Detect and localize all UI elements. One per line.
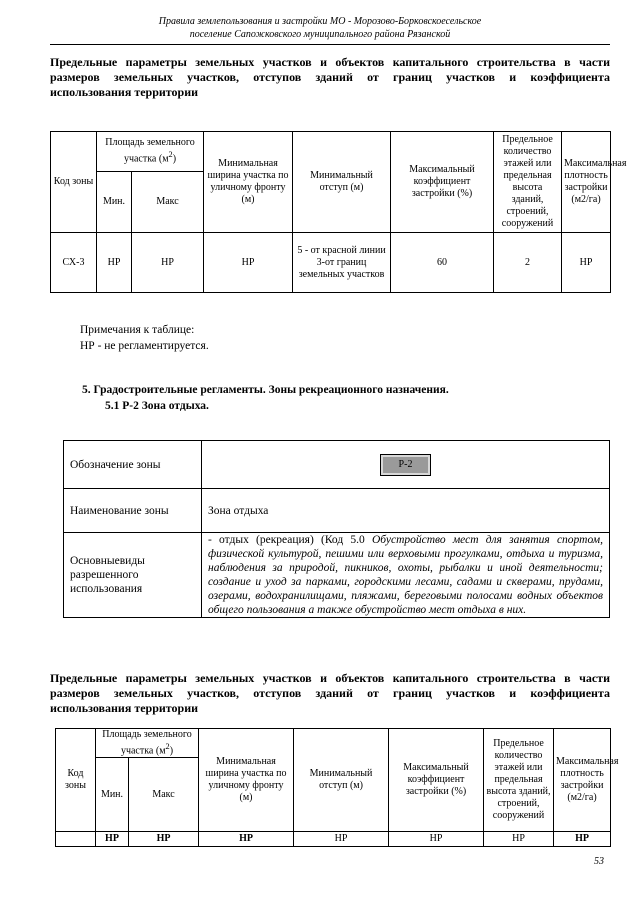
params-table-2	[55, 728, 619, 847]
cell-floors: 2	[494, 233, 562, 293]
header-max: Макс	[132, 172, 204, 233]
t2-cell-width: НР	[199, 832, 294, 847]
section1-title-line1: Предельные параметры земельных участков и объектов капитального строительства в части	[50, 55, 610, 69]
zone-name: Зона отдыха	[202, 489, 610, 533]
cell-density: НР	[562, 233, 611, 293]
t2-header-max: Макс	[129, 758, 199, 832]
cell-coefficient: 60	[391, 233, 494, 293]
section1-title-line2: размеров земельных участков, отступов зданий от границ участков и коэффициента	[50, 70, 610, 84]
t2-header-coefficient: Максимальный коэффициент застройки (%)	[389, 729, 484, 832]
page-number: 53	[594, 856, 604, 867]
cell-setback: 5 - от красной линии 3-от границ земельных участков	[293, 233, 391, 293]
header-min: Мин.	[97, 172, 132, 233]
header-setback: Минимальный отступ (м)	[293, 132, 391, 233]
notes-nr: НР - не регламентируется.	[80, 340, 209, 352]
t2-cell-setback: НР	[294, 832, 389, 847]
zone-uses-lead: - отдых (рекреация) (Код 5.0	[208, 534, 365, 546]
cell-code: СХ-3	[51, 233, 97, 293]
table-row	[51, 233, 611, 293]
t2-cell-floors: НР	[484, 832, 554, 847]
zone-designation-label: Обозначение зоны	[64, 441, 202, 489]
t2-cell-density: НР	[554, 832, 611, 847]
zone-uses-description: Обустройство мест для занятия спортом, физической культурой, пешими или верховыми прогулками, отдыха и туризма, наблюдения за природой, пикников, охоты, рыбалки и иной деятельности; создание и уход за парками, городскими лесами, садами и скверами, прудами, озерами, водохранилищами, пляжами, береговыми полосами водных объектов общего пользования а также обустройство мест отдыха в них.	[208, 534, 603, 616]
zone-badge: Р-2	[380, 454, 431, 476]
zone-uses-label: Основныевиды разрешенного использования	[64, 533, 202, 618]
section2-title	[50, 671, 610, 716]
section2-title-line3: использования территории	[50, 701, 199, 715]
zone-name-label: Наименование зоны	[64, 489, 202, 533]
cell-max: НР	[132, 233, 204, 293]
header-rule	[50, 44, 610, 45]
header-min-width: Минимальная ширина участка по уличному фронту (м)	[204, 132, 293, 233]
zone-uses-cell	[202, 533, 610, 618]
t2-header-setback: Минимальный отступ (м)	[294, 729, 389, 832]
t2-header-min: Мин.	[96, 758, 129, 832]
section1-title-line3: использования территории	[50, 85, 199, 99]
section2-title-line1: Предельные параметры земельных участков и объектов капитального строительства в части	[50, 671, 610, 685]
cell-width: НР	[204, 233, 293, 293]
t2-header-density: Максимальная плотность застройки (м2/га)	[554, 729, 611, 832]
header-density: Максимальная плотность застройки (м2/га)	[562, 132, 611, 233]
t2-cell-code	[56, 832, 96, 847]
header-coefficient: Максимальный коэффициент застройки (%)	[391, 132, 494, 233]
table-row	[56, 832, 611, 847]
params-table-1	[50, 131, 627, 293]
header-area: Площадь земельного участка $(м^2)$	[97, 132, 204, 172]
running-header-line2: поселение Сапожковского муниципального района Рязанской	[189, 29, 451, 40]
t2-header-area: Площадь земельного участка $(м^2)$	[96, 729, 199, 758]
section5-subheading: 5.1 Р-2 Зона отдыха.	[105, 400, 209, 412]
header-code: Код зоны	[51, 132, 97, 233]
notes-title: Примечания к таблице:	[80, 324, 195, 336]
t2-cell-min: НР	[96, 832, 129, 847]
zone-designation-cell	[202, 441, 610, 489]
zone-table	[63, 440, 610, 618]
section1-title	[50, 55, 610, 100]
section5-heading: 5. Градостроительные регламенты. Зоны рекреационного назначения.	[82, 384, 449, 396]
section2-title-line2: размеров земельных участков, отступов зданий от границ участков и коэффициента	[50, 686, 610, 700]
t2-header-min-width: Минимальная ширина участка по уличному фронту (м)	[199, 729, 294, 832]
cell-min: НР	[97, 233, 132, 293]
t2-cell-coefficient: НР	[389, 832, 484, 847]
t2-cell-max: НР	[129, 832, 199, 847]
t2-header-floors: Предельное количество этажей или предельная высота зданий, строений, сооружений	[484, 729, 554, 832]
header-floors: Предельное количество этажей или предельная высота зданий, строений, сооружений	[494, 132, 562, 233]
t2-header-code: Код зоны	[56, 729, 96, 832]
running-header-line1: Правила землепользования и застройки МО - Морозово-Борковскоесельское	[158, 16, 482, 27]
